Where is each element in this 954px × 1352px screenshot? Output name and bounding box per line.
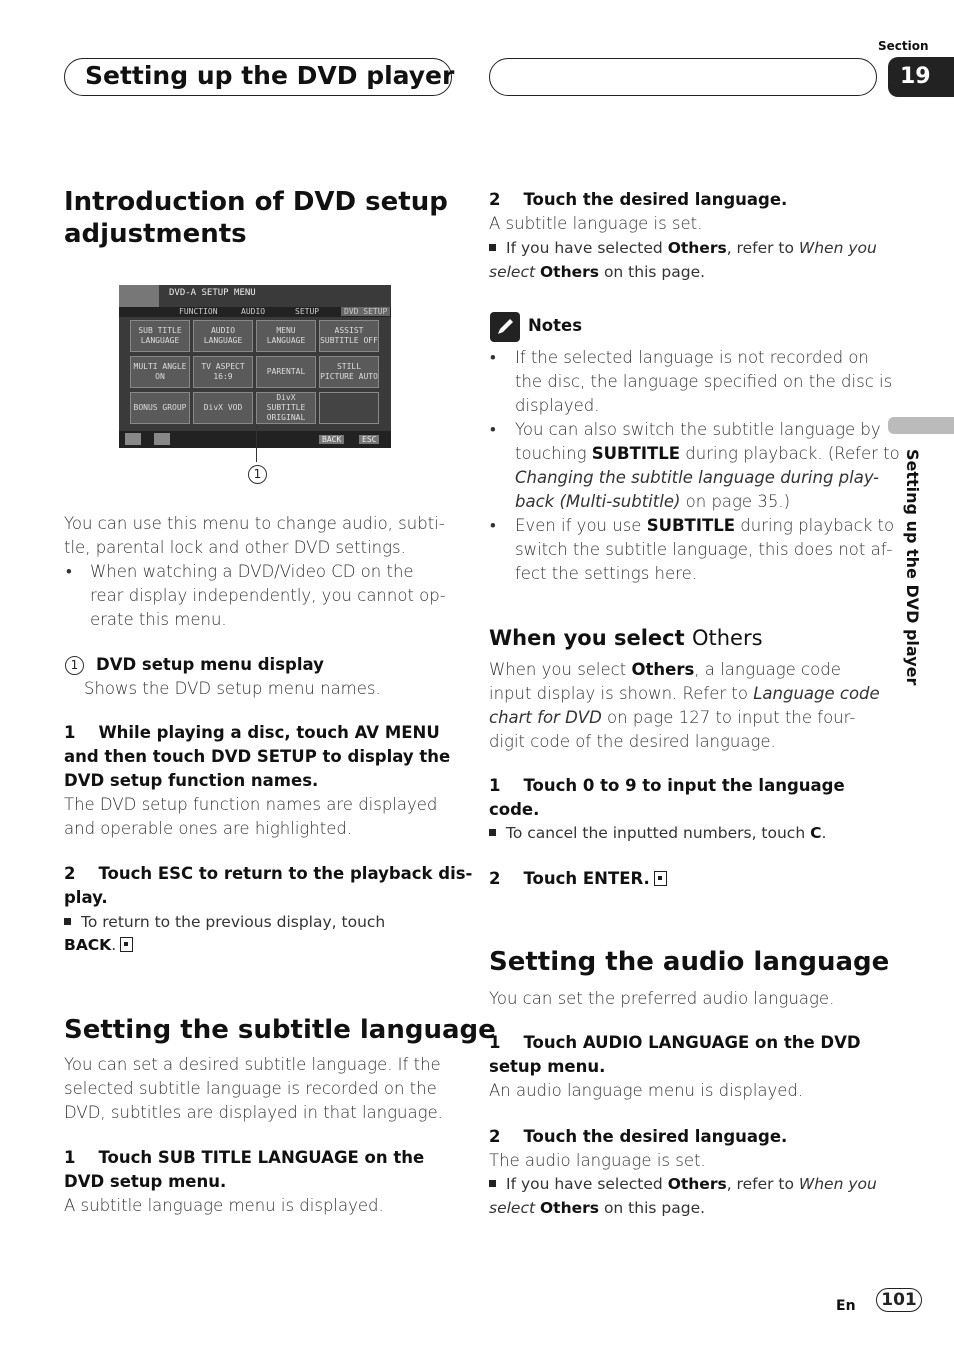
- section-label: Section: [878, 39, 929, 53]
- screen-down-arrow-icon: [125, 433, 141, 445]
- notes-title: Notes: [528, 316, 583, 335]
- screen-btn-divx-subtitle: DivX SUBTITLE ORIGINAL: [256, 392, 316, 424]
- intro-paragraph-line2: tle, parental lock and other DVD settings.: [64, 538, 406, 557]
- left-step1-line3: DVD setup function names.: [64, 771, 319, 790]
- others-step1-line2: code.: [489, 800, 540, 819]
- end-mark-icon: [120, 937, 133, 952]
- page-number: 101: [876, 1288, 922, 1312]
- others-line1: When you select Others, a language code: [489, 660, 841, 679]
- right-step2-head: 2 Touch the desired language.: [489, 190, 788, 209]
- screen-btn-audio-language: AUDIO LANGUAGE: [193, 320, 253, 352]
- others-line2: input display is shown. Refer to Language code: [489, 684, 880, 703]
- screen-esc-button: ESC: [359, 435, 379, 444]
- screen-tab-audio: AUDIO: [241, 307, 266, 316]
- note2-line4: back (Multi-subtitle) on page 35.): [515, 492, 791, 511]
- others-step2: 2 Touch ENTER.: [489, 867, 667, 891]
- note-bullet-dot: •: [490, 516, 496, 535]
- dvd-logo-icon: [119, 285, 159, 309]
- left-step2-note1-text: To return to the previous display, touch: [81, 913, 386, 931]
- subtitle-step1-desc: A subtitle language menu is displayed.: [64, 1196, 384, 1215]
- screen-up-arrow-icon: [154, 433, 170, 445]
- dvd-setup-screen: [119, 285, 391, 448]
- right-step2-note-line2: select Others on this page.: [489, 263, 706, 281]
- callout-line: [256, 425, 257, 462]
- note2-line1: You can also switch the subtitle language by: [515, 420, 881, 439]
- note-bullet-dot: •: [490, 420, 496, 439]
- left-step1-desc2: and operable ones are highlighted.: [64, 819, 353, 838]
- note-bullet-dot: •: [490, 348, 496, 367]
- side-tab-marker: [888, 417, 954, 434]
- subtitle-step1-line2: DVD setup menu.: [64, 1172, 227, 1191]
- note3-line3: fect the settings here.: [515, 564, 697, 583]
- subtitle-p2: selected subtitle language is recorded on the: [64, 1079, 437, 1098]
- bullet1-line2: rear display independently, you cannot op-: [90, 586, 446, 605]
- header-pill-empty: [489, 58, 877, 96]
- bullet1-line1: When watching a DVD/Video CD on the: [90, 562, 414, 581]
- screen-btn-still-picture: STILL PICTURE AUTO: [319, 356, 379, 388]
- left-step2-line2: play.: [64, 888, 108, 907]
- audio-step1-line2: setup menu.: [489, 1057, 606, 1076]
- screen-btn-multi-angle: MULTI ANGLE ON: [130, 356, 190, 388]
- screen-back-button: BACK: [319, 435, 344, 444]
- footer-lang: En: [836, 1298, 856, 1314]
- left-step1-desc1: The DVD setup function names are displayed: [64, 795, 438, 814]
- note2-line3: Changing the subtitle language during play-: [515, 468, 879, 487]
- screen-btn-subtitle-language: SUB TITLE LANGUAGE: [130, 320, 190, 352]
- right-step2-note-line1: If you have selected Others, refer to When you: [489, 236, 877, 260]
- callout-legend-marker: 1: [65, 656, 84, 675]
- audio-paragraph: You can set the preferred audio language.: [489, 989, 835, 1008]
- screen-btn-empty: [319, 392, 379, 424]
- screen-tab-dvd-setup: DVD SETUP: [341, 307, 390, 316]
- intro-heading: Introduction of DVD setup adjustments: [64, 187, 448, 249]
- audio-step1-desc: An audio language menu is displayed.: [489, 1081, 804, 1100]
- others-step1-line1: 1 Touch 0 to 9 to input the language: [489, 776, 845, 795]
- others-line4: digit code of the desired language.: [489, 732, 776, 751]
- screen-btn-assist-subtitle: ASSIST SUBTITLE OFF: [319, 320, 379, 352]
- left-step2-note1: [64, 910, 385, 934]
- screen-tab-function: FUNCTION: [179, 307, 218, 316]
- note-square-icon: [64, 918, 71, 925]
- audio-note-line1: If you have selected Others, refer to When you: [489, 1172, 877, 1196]
- notes-pencil-icon: [490, 312, 520, 342]
- audio-step2-desc: The audio language is set.: [489, 1151, 706, 1170]
- left-step1-line1: 1 While playing a disc, touch AV MENU: [64, 723, 440, 742]
- screen-title: DVD-A SETUP MENU: [169, 288, 256, 298]
- others-line3: chart for DVD on page 127 to input the four-: [489, 708, 856, 727]
- screen-btn-divx-vod: DivX VOD: [193, 392, 253, 424]
- screen-btn-parental: PARENTAL: [256, 356, 316, 388]
- others-step1-note: To cancel the inputted numbers, touch C.: [489, 821, 826, 845]
- audio-heading: Setting the audio language: [489, 947, 890, 977]
- left-step2-line1: 2 Touch ESC to return to the playback dis-: [64, 864, 473, 883]
- right-step2-desc: A subtitle language is set.: [489, 214, 703, 233]
- note1-line3: displayed.: [515, 396, 600, 415]
- screen-btn-menu-language: MENU LANGUAGE: [256, 320, 316, 352]
- note1-line2: the disc, the language specified on the disc is: [515, 372, 893, 391]
- header-pill: [64, 58, 455, 96]
- section-number: 19: [888, 57, 954, 97]
- screen-btn-tv-aspect: TV ASPECT 16:9: [193, 356, 253, 388]
- others-heading: When you select Others: [489, 626, 763, 650]
- callout-description: Shows the DVD setup menu names.: [84, 679, 381, 698]
- screen-btn-bonus-group: BONUS GROUP: [130, 392, 190, 424]
- back-keyword: BACK: [64, 936, 112, 954]
- audio-step2: 2 Touch the desired language.: [489, 1127, 788, 1146]
- subtitle-p1: You can set a desired subtitle language. If the: [64, 1055, 441, 1074]
- callout-marker: 1: [248, 465, 267, 484]
- intro-paragraph-line1: You can use this menu to change audio, subti-: [64, 514, 445, 533]
- header-title: Setting up the DVD player: [85, 61, 455, 90]
- note-square-icon: [489, 1180, 496, 1187]
- side-tab-label: Setting up the DVD player: [903, 449, 922, 686]
- subtitle-heading: Setting the subtitle language: [64, 1015, 496, 1045]
- left-step1-line2: and then touch DVD SETUP to display the: [64, 747, 451, 766]
- note-square-icon: [489, 244, 496, 251]
- screen-tab-setup: SETUP: [295, 307, 320, 316]
- note2-line2: touching SUBTITLE during playback. (Refer to: [515, 444, 900, 463]
- subtitle-p3: DVD, subtitles are displayed in that language.: [64, 1103, 443, 1122]
- bullet-dot: •: [66, 562, 72, 581]
- note1-line1: If the selected language is not recorded on: [515, 348, 869, 367]
- end-mark-icon: [654, 871, 667, 886]
- audio-step1-line1: 1 Touch AUDIO LANGUAGE on the DVD: [489, 1033, 861, 1052]
- subtitle-step1-line1: 1 Touch SUB TITLE LANGUAGE on the: [64, 1148, 425, 1167]
- note3-line1: Even if you use SUBTITLE during playback to: [515, 516, 895, 535]
- left-step2-note2: BACK.: [64, 933, 133, 957]
- audio-note-line2: select Others on this page.: [489, 1199, 706, 1217]
- bullet1-line3: erate this menu.: [90, 610, 227, 629]
- note-square-icon: [489, 829, 496, 836]
- callout-title: DVD setup menu display: [96, 655, 324, 674]
- note3-line2: switch the subtitle language, this does not af-: [515, 540, 893, 559]
